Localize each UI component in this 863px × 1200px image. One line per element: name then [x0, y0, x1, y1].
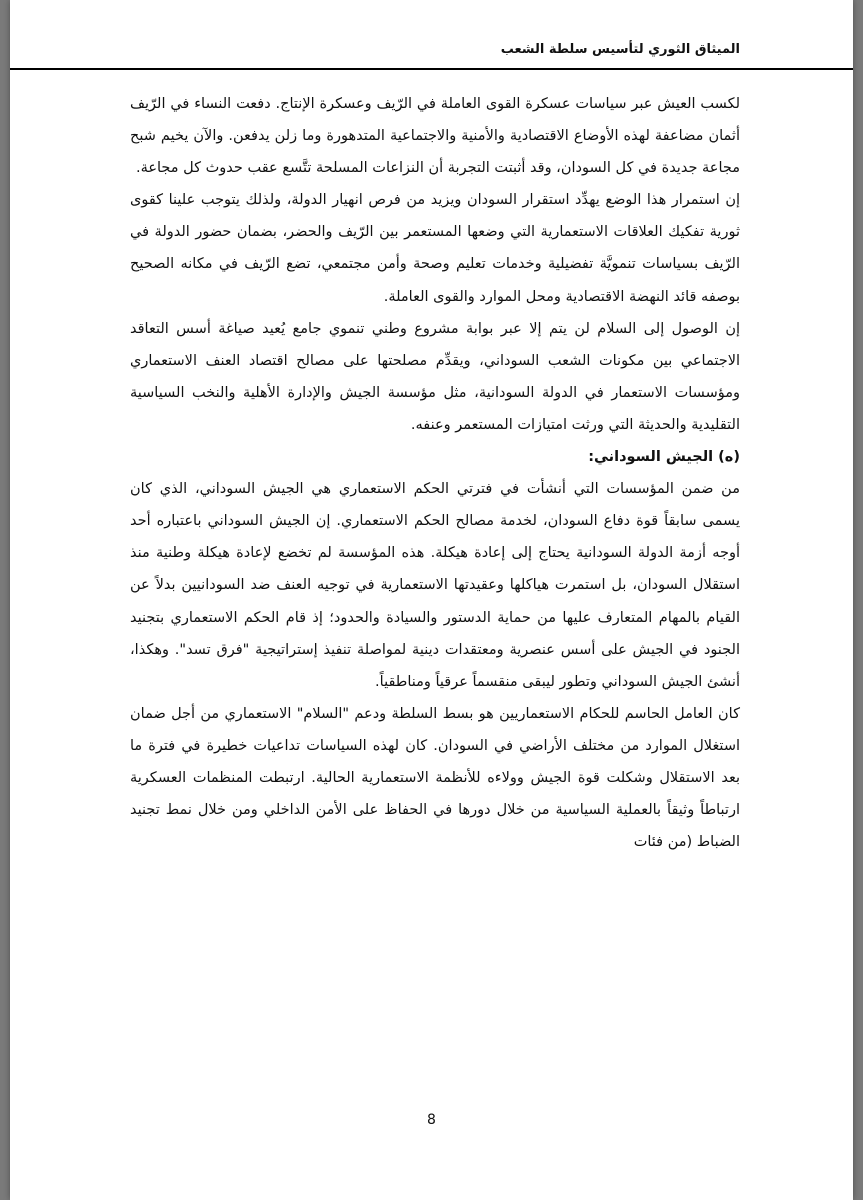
- section-heading: (ه) الجيش السوداني:: [588, 449, 740, 466]
- page-body: [130, 88, 740, 858]
- body-paragraph: إن الوصول إلى السلام لن يتم إلا عبر بوابة مشروع وطني تنموي جامع يُعيد صياغة أسس التعاقد الاجتماعي بين مكونات الشعب السوداني، ويقدِّم مصلحتها على مصالح اقتصاد العنف الاستعماري ومؤسسات الاستعمار في الدولة السودانية، مثل مؤسسة الجيش والإدارة الأهلية والنخب السياسية التقليدية والحديثة التي ورثت امتيازات المستعمر وعنفه.: [130, 320, 740, 433]
- header-divider: [10, 68, 853, 70]
- running-header-title: الميثاق الثوري لتأسيس سلطة الشعب: [500, 42, 740, 57]
- body-paragraph: كان العامل الحاسم للحكام الاستعماريين هو بسط السلطة ودعم "السلام" الاستعماري من أجل ضمان استغلال الموارد من مختلف الأراضي في السودان. كان لهذه السياسات تداعيات خطيرة في فترة ما بعد الاستقلال وشكلت قوة الجيش وولاءه للأنظمة الاستعمارية الحالية. ارتبطت المنظمات العسكرية ارتباطاً وثيقاً بالعملية السياسية من خلال دورها في الحفاظ على الأمن الداخلي ومن خلال نمط تجنيد الضباط (من فئات: [130, 705, 740, 851]
- body-paragraph: لكسب العيش عبر سياسات عسكرة القوى العاملة في الرّيف وعسكرة الإنتاج. دفعت النساء في الرّيف أثمان مضاعفة لهذه الأوضاع الاقتصادية والأمنية والاجتماعية المتدهورة وما زلن يدفعن. والآن يخيم شبح مجاعة جديدة في كل السودان، وقد أثبتت التجربة أن النزاعات المسلحة تتَّسع عقب حدوث كل مجاعة.: [130, 96, 740, 177]
- body-paragraph: من ضمن المؤسسات التي أنشأت في فترتي الحكم الاستعماري هي الجيش السوداني، الذي كان يسمى سابقاً قوة دفاع السودان، لخدمة مصالح الحكم الاستعماري. إن الجيش السوداني باعتباره أحد أوجه أزمة الدولة السودانية يحتاج إلى إعادة هيكلة. هذه المؤسسة لم تخضع لإعادة هيكلة وطنية منذ استقلال السودان، بل استمرت هياكلها وعقيدتها الاستعمارية في توجيه العنف ضد السودانيين بدلاً عن القيام بالمهام المتعارف عليها من حماية الدستور والسيادة والحدود؛ إذ قام الحكم الاستعماري بتجنيد الجنود في الجيش على أسس عنصرية ومعتقدات دينية لمواصلة تنفيذ إستراتيجية "فرق تسد". وهكذا، أنشئ الجيش السوداني وتطور ليبقى منقسماً عرقياً ومناطقياً.: [130, 481, 740, 690]
- page-number: 8: [427, 1112, 436, 1128]
- body-paragraph: إن استمرار هذا الوضع يهدِّد استقرار السودان ويزيد من فرص انهيار الدولة، ولذلك يتوجب علينا كقوى ثورية تفكيك العلاقات الاستعمارية التي وضعها المستعمر بين الرّيف والحضر، بضمان حضور الدولة في الرّيف بسياسات تنمويَّة تفضيلية وخدمات تعليم وصحة وأمن مجتمعي، تضع الرّيف في مكانه الصحيح بوصفه قائد النهضة الاقتصادية ومحل الموارد والقوى العاملة.: [130, 192, 740, 305]
- document-page: [10, 0, 853, 1200]
